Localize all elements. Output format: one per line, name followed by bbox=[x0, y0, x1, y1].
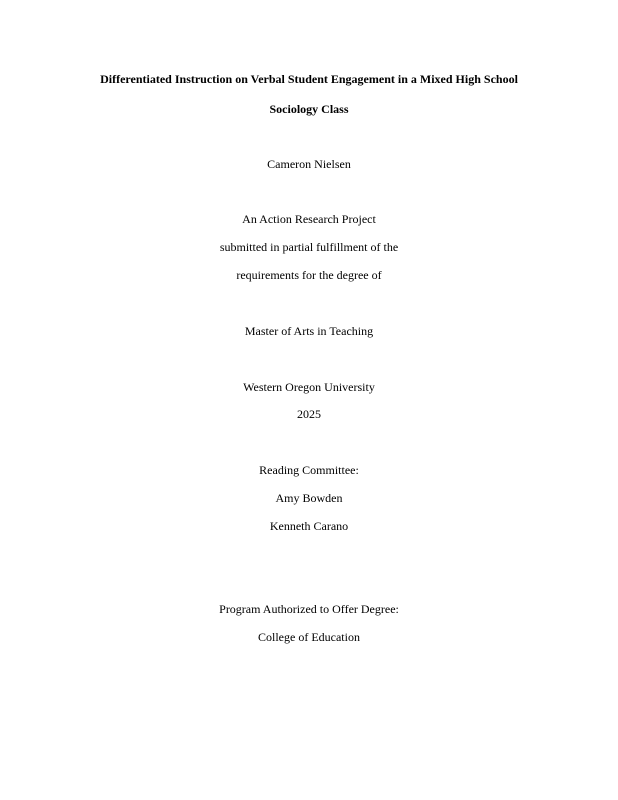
thesis-title-line-1: Differentiated Instruction on Verbal Student Engagement in a Mixed High School bbox=[100, 72, 518, 86]
submission-line-1: An Action Research Project bbox=[242, 212, 376, 226]
program-name: College of Education bbox=[258, 630, 360, 644]
submission-line-3: requirements for the degree of bbox=[236, 268, 382, 282]
author-name: Cameron Nielsen bbox=[267, 157, 351, 171]
program-heading: Program Authorized to Offer Degree: bbox=[219, 602, 399, 616]
committee-member: Kenneth Carano bbox=[269, 519, 349, 533]
institution-name: Western Oregon University bbox=[243, 380, 375, 394]
committee-heading: Reading Committee: bbox=[259, 463, 359, 477]
institution-year: 2025 bbox=[297, 407, 321, 421]
degree-name: Master of Arts in Teaching bbox=[244, 324, 374, 338]
thesis-title-line-2: Sociology Class bbox=[269, 102, 349, 116]
committee-member: Amy Bowden bbox=[275, 491, 343, 505]
submission-line-2: submitted in partial fulfillment of the bbox=[219, 240, 399, 254]
